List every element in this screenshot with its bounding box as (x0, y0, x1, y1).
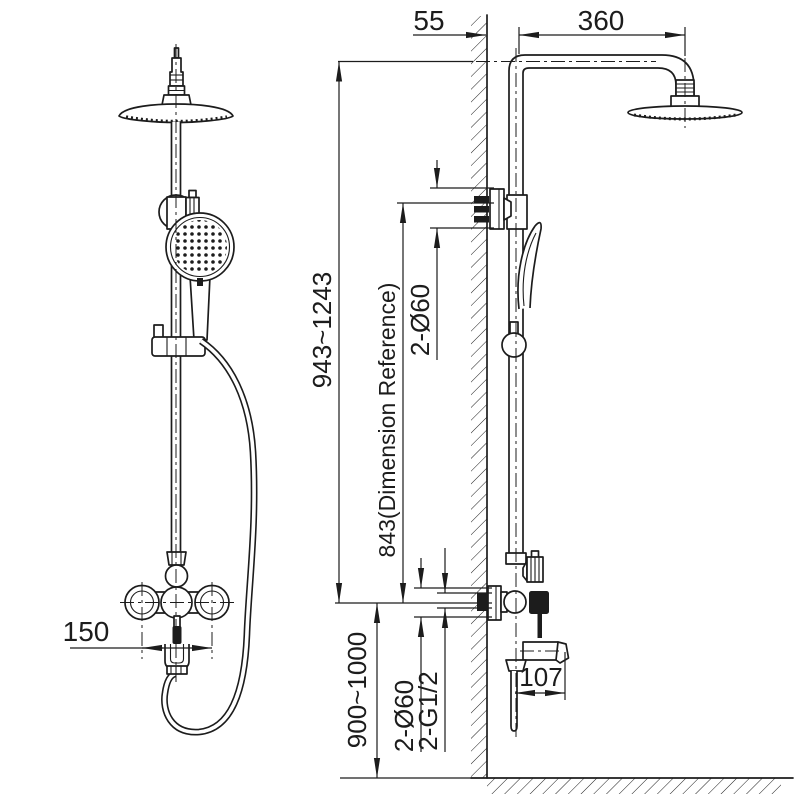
dim-843-reference (374, 203, 403, 603)
mixer-lever-side (529, 591, 549, 614)
hose-nut-front (167, 666, 187, 674)
mixer-valve-side (477, 551, 569, 731)
dim-360 (519, 5, 685, 36)
side-view (307, 5, 793, 794)
dim-inlet-2d60-label: 2-Ø60 (389, 679, 419, 753)
centerlines-side (476, 48, 685, 738)
dim-943-1243-label: 943~1243 (307, 271, 337, 389)
dim-360-label: 360 (577, 5, 625, 36)
dim-150-label: 150 (62, 616, 110, 647)
dim-bracket-2d60 (405, 160, 437, 360)
dim-150 (63, 616, 212, 648)
mixer-lever-front (173, 626, 182, 644)
dim-900-1000-label: 900~1000 (342, 631, 372, 749)
dim-107 (515, 662, 565, 693)
dim-bracket-2d60-label: 2-Ø60 (405, 283, 435, 357)
dim-943-1243 (307, 62, 339, 604)
dim-inlet-2g12-label: 2-G1/2 (413, 671, 443, 751)
mixer-valve-front (125, 552, 229, 674)
wall-section (471, 15, 487, 778)
floor-section (471, 778, 793, 794)
dim-inlet-2g12 (413, 548, 445, 752)
dim-900-1000 (342, 603, 377, 778)
dim-55-label: 55 (413, 5, 445, 36)
dim-843-label: 843(Dimension Reference) (374, 282, 400, 558)
front-view (63, 44, 254, 732)
dim-107-label: 107 (519, 662, 563, 692)
shower-pipe-side (509, 55, 694, 560)
